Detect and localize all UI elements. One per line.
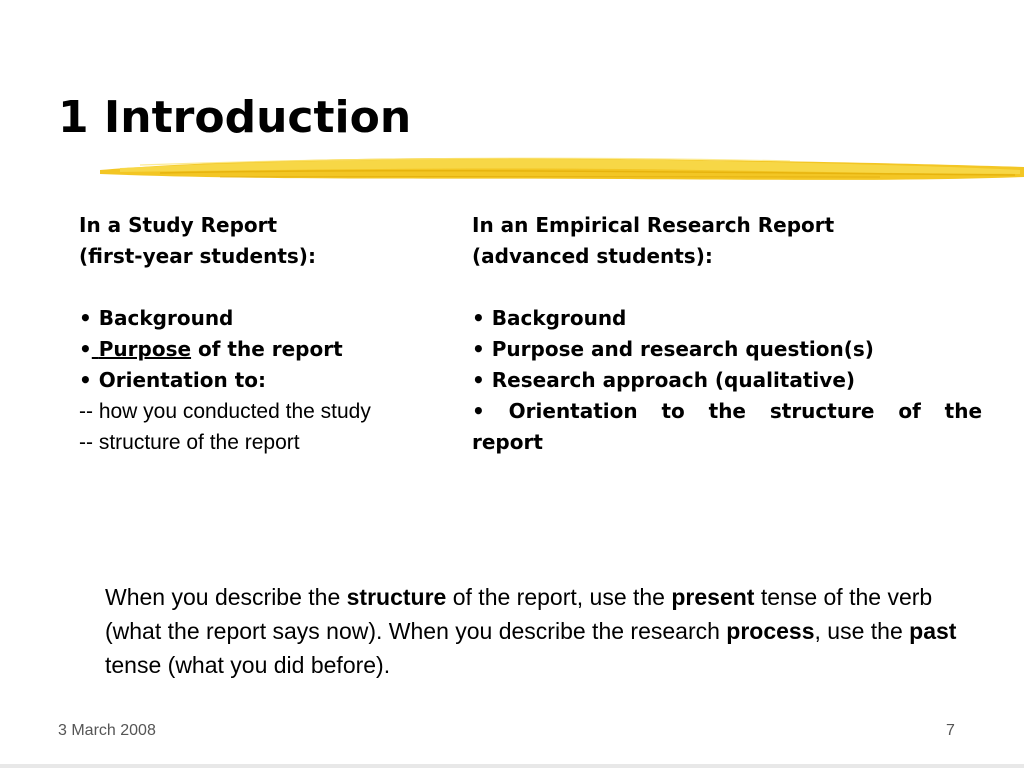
column-heading: In a Study Report — [79, 213, 278, 237]
column-heading-audience: (advanced students): — [472, 244, 713, 268]
list-item-orientation-continued: report — [472, 430, 543, 454]
list-item-orientation: • Orientation to: — [79, 368, 267, 392]
tense-guidance-note: When you describe the structure of the report, use the present tense of the verb (what the report says now). When you describe the research process, use the past tense (what you did before). — [105, 584, 957, 678]
emphasis: process — [726, 618, 815, 644]
bullet: • — [79, 368, 92, 392]
column-heading-audience: (first-year students): — [79, 244, 316, 268]
bottom-divider — [0, 764, 1024, 768]
study-report-column — [79, 210, 459, 458]
page-number: 7 — [946, 722, 955, 739]
list-item-purpose: • Purpose and research question(s) — [472, 337, 874, 361]
list-item-background: • Background — [79, 306, 234, 330]
bullet: • — [472, 368, 485, 392]
empirical-report-column — [472, 210, 982, 458]
footer-date: 3 March 2008 — [58, 722, 156, 739]
bullet: • — [79, 306, 92, 330]
spacer — [472, 272, 982, 303]
emphasis: past — [909, 618, 957, 644]
slide-title: 1 Introduction — [58, 92, 412, 143]
underlined-term: Purpose — [98, 337, 192, 361]
sub-item-conducted: -- how you conducted the study — [79, 400, 371, 423]
bullet: • — [79, 337, 92, 361]
list-item-orientation: • Orientation to the structure of the — [472, 399, 983, 423]
bullet: • — [472, 337, 485, 361]
spacer — [79, 272, 459, 303]
emphasis: present — [671, 584, 755, 610]
list-item-purpose: • Purpose of the report — [79, 337, 343, 361]
highlighter-stroke-decoration — [100, 150, 1024, 188]
bullet: • — [472, 306, 485, 330]
emphasis: structure — [346, 584, 447, 610]
sub-item-structure: -- structure of the report — [79, 431, 300, 454]
bullet: • — [472, 399, 485, 423]
list-item-background: • Background — [472, 306, 627, 330]
list-item-approach: • Research approach (qualitative) — [472, 368, 856, 392]
column-heading: In an Empirical Research Report — [472, 213, 835, 237]
